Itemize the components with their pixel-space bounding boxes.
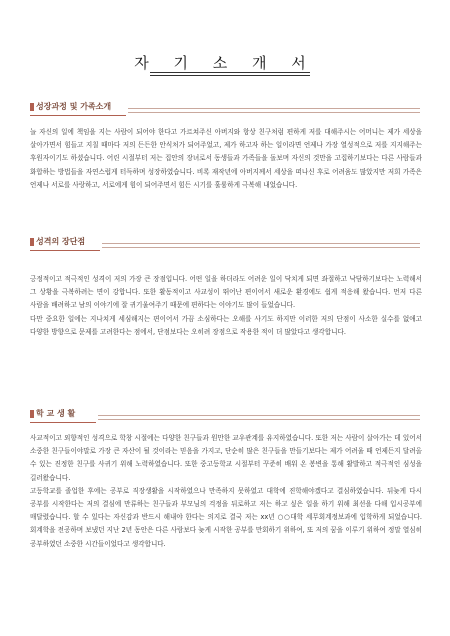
heading-rule <box>98 415 420 416</box>
paragraph: 늘 자신의 일에 책임을 지는 사람이 되어야 한다고 가르쳐주신 아버지와 항상 친구처럼 편하게 저를 대해주시는 어머니는 제가 세상을 살아가면서 힘들고 지칠 때마다 저의 든든한 안식처가 되어주었고, 제가 하고자 하는 일이라면 언제나 가장 열성적으로 저를 지지해주는 후원자이기도 하셨습니다. 어린 시절부터 저는 집안의 장녀로서 동생들과 가족들을 돌보며 자신의 것만을 고집하기보다는 다른 사람들과 화합하는 방법들을 자연스럽게 터득하며 성장하였습니다. 비록 재작년에 아버지께서 세상을 떠나신 후로 어려움도 많았지만 저희 가족은 언제나 서로를 사랑하고, 서로에게 힘이 되어주면서 힘든 시기를 훌륭하게 극복해 내었습니다. <box>30 128 422 189</box>
heading-marker <box>30 410 34 418</box>
title-rule-bottom <box>150 75 310 76</box>
section-heading-label: 성장과정 및 가족소개 <box>36 102 112 111</box>
heading-rule <box>128 112 420 113</box>
heading-underline <box>30 422 96 423</box>
section-heading-label: 학 교 생 활 <box>36 409 76 418</box>
document-title: 자 기 소 개 서 <box>134 54 316 72</box>
section-heading-growth <box>30 99 420 115</box>
heading-rule <box>102 247 420 248</box>
heading-marker <box>30 238 34 246</box>
section-heading-school <box>30 406 420 422</box>
paragraph: 긍정적이고 적극적인 성격이 저의 가장 큰 장점입니다. 어떤 일을 하더라도 어려운 일이 닥치게 되면 좌절하고 낙담하기보다는 노력해서 그 상황을 극복하려는 면이 강합니다. 또한 활동적이고 사교성이 뛰어난 편이어서 새로운 환경에도 쉽게 적응해 왔습니다. 먼저 다른 사람을 배려하고 남의 이야기에 잘 귀기울여주기 때문에 편하다는 이야기도 많이 들었습니다. <box>30 275 422 310</box>
section-body-personality <box>30 273 422 339</box>
section-body-growth <box>30 126 422 192</box>
heading-rule <box>98 419 420 420</box>
paragraph: 고등학교를 졸업한 후에는 공부로 직장생활을 시작하였으나 만족하지 못하였고 대학에 진학해야겠다고 결심하였습니다. 뒤늦게 다시 공부를 시작한다는 저의 결심에 만류하는 친구들과 부모님의 걱정을 뒤로하고 저는 하고 싶은 일을 하기 위해 최선을 다해 입시공부에 매달렸습니다. 할 수 있다는 자신감과 반드시 해내야 한다는 의지로 결국 저는 xx년 ○○대학 세무회계정보과에 입학하게 되었습니다. 회계학을 전공하며 보냈던 지난 2년 동안은 다른 사람보다 늦게 시작한 공부를 만회하기 위하여, 또 저의 꿈을 이루기 위하여 정말 열심히 공부하였던 소중한 시간들이었다고 생각합니다. <box>30 486 422 548</box>
heading-underline <box>30 115 126 116</box>
section-heading-personality <box>30 234 420 250</box>
heading-marker <box>30 103 34 111</box>
paragraph: 사교적이고 외향적인 성격으로 학창 시절에는 다양한 친구들과 원만한 교우관계를 유지하였습니다. 또한 저는 사람이 살아가는 데 있어서 소중한 친구들이야말로 가장 큰 자산이 될 것이라는 믿음을 가지고, 단순히 많은 친구들을 만들기보다는 제가 어려울 때 언제든지 달려올 수 있는 진정한 친구를 사귀기 위해 노력하였습니다. 또한 중고등학교 시절부터 꾸준히 배워 온 봉변을 통해 활발하고 적극적인 심성을 길러왔습니다. <box>30 434 422 482</box>
paragraph: 다만 중요한 일에는 지나치게 세심해지는 편이어서 가끔 소심하다는 오해를 사기도 하지만 이러한 저의 단점이 사소한 실수를 없애고 다양한 방향으로 문제를 고려한다는 점에서, 단점보다는 오히려 장점으로 작용한 적이 더 많았다고 생각합니다. <box>30 314 422 336</box>
heading-rule <box>128 108 420 109</box>
heading-underline <box>30 250 100 251</box>
heading-rule <box>102 243 420 244</box>
section-body-school <box>30 432 422 551</box>
title-rule-top <box>150 72 310 73</box>
section-heading-label: 성격의 장단점 <box>36 237 86 246</box>
